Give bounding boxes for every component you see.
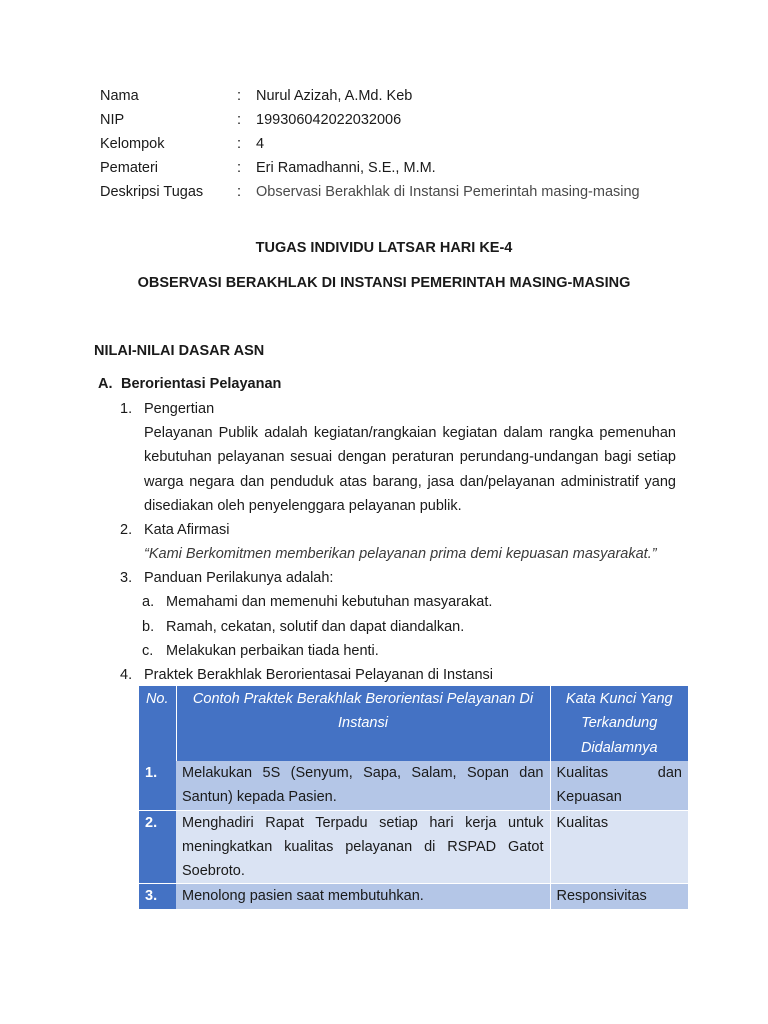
info-row-deskripsi	[100, 180, 640, 204]
row-kata-kunci: Responsivitas	[550, 884, 688, 909]
keyword: Kualitas	[556, 765, 609, 781]
info-row-kelompok	[100, 132, 640, 156]
row-contoh: Menghadiri Rapat Terpadu setiap hari kerja untuk meningkatkan kualitas pelayanan di RSPAD Gatot Soebroto.	[176, 810, 550, 884]
affirmation-quote: “Kami Berkomitmen memberikan pelayanan prima demi kepuasan masyarakat.”	[144, 546, 657, 562]
subsection-label: Berorientasi Pelayanan	[121, 376, 282, 392]
list-label: Melakukan perbaikan tiada henti.	[166, 643, 379, 659]
list-letter: a.	[142, 594, 155, 610]
column-header-contoh: Contoh Praktek Berakhlak Berorientasi Pelayanan Di Instansi	[176, 686, 550, 761]
list-label: Panduan Perilakunya adalah:	[144, 570, 334, 586]
column-header-no: No.	[139, 686, 176, 761]
info-label: Deskripsi Tugas	[100, 184, 204, 200]
list-number: 3.	[120, 570, 133, 586]
row-number: 2.	[139, 810, 176, 884]
info-value: Observasi Berakhlak di Instansi Pemerintah masing-masing	[256, 184, 640, 200]
list-label: Pengertian	[144, 401, 215, 417]
list-label: Ramah, cekatan, solutif dan dapat diandalkan.	[166, 619, 465, 635]
table-row	[139, 810, 688, 884]
row-kata-kunci: Kualitas	[550, 810, 688, 884]
table-row	[139, 761, 688, 810]
subsection-heading	[98, 376, 281, 392]
info-label: NIP	[100, 112, 125, 128]
list-label: Memahami dan memenuhi kebutuhan masyarakat.	[166, 594, 493, 610]
row-contoh: Menolong pasien saat membutuhkan.	[176, 884, 550, 909]
info-label: Nama	[100, 88, 139, 104]
document-title: TUGAS INDIVIDU LATSAR HARI KE-4	[255, 240, 513, 256]
info-colon: :	[237, 184, 242, 200]
list-number: 1.	[120, 401, 133, 417]
list-label: Praktek Berakhlak Berorientasai Pelayanan di Instansi	[144, 667, 493, 683]
list-letter: b.	[142, 619, 155, 635]
info-value: 4	[256, 136, 265, 152]
info-label: Kelompok	[100, 136, 165, 152]
list-item-3	[120, 566, 333, 590]
section-heading: NILAI-NILAI DASAR ASN	[94, 343, 265, 359]
document-subtitle: OBSERVASI BERAKHLAK DI INSTANSI PEMERINTAH MASING-MASING	[137, 275, 631, 291]
info-colon: :	[237, 160, 242, 176]
info-value: 199306042022032006	[256, 112, 402, 128]
info-colon: :	[237, 88, 242, 104]
row-kata-kunci	[550, 761, 688, 810]
list-item-2	[120, 518, 229, 542]
list-label: Kata Afirmasi	[144, 522, 230, 538]
list-item-1	[120, 397, 214, 421]
keyword: Kepuasan	[556, 789, 622, 806]
identity-block	[100, 84, 640, 204]
practice-table	[139, 686, 688, 910]
info-value: Eri Ramadhanni, S.E., M.M.	[256, 160, 436, 176]
info-row-nip	[100, 108, 640, 132]
list-letter: c.	[142, 643, 154, 659]
sublist-item-c	[142, 639, 379, 663]
column-header-kata-kunci: Kata Kunci Yang Terkandung Didalamnya	[550, 686, 688, 761]
info-value: Nurul Azizah, A.Md. Keb	[256, 88, 413, 104]
info-row-pemateri	[100, 156, 640, 180]
row-number: 3.	[139, 884, 176, 909]
list-item-4	[120, 663, 493, 687]
info-row-nama	[100, 84, 640, 108]
table-row	[139, 884, 688, 909]
info-colon: :	[237, 136, 242, 152]
row-contoh: Melakukan 5S (Senyum, Sapa, Salam, Sopan dan Santun) kepada Pasien.	[176, 761, 550, 810]
sublist-item-a	[142, 590, 492, 614]
subsection-marker: A.	[98, 376, 113, 392]
row-number: 1.	[139, 761, 176, 810]
list-number: 2.	[120, 522, 133, 538]
info-colon: :	[237, 112, 242, 128]
definition-paragraph: Pelayanan Publik adalah kegiatan/rangkaian kegiatan dalam rangka pemenuhan kebutuhan pelayanan sesuai dengan peraturan perundang-undangan bagi setiap warga negara dan penduduk atas barang, jasa dan/pelayanan administratif yang disediakan oleh penyelenggara pelayanan publik.	[144, 425, 676, 514]
sublist-item-b	[142, 615, 464, 639]
list-number: 4.	[120, 667, 133, 683]
table-header-row	[139, 686, 688, 761]
keyword-conjunction: dan	[657, 765, 682, 781]
info-label: Pemateri	[100, 160, 159, 176]
